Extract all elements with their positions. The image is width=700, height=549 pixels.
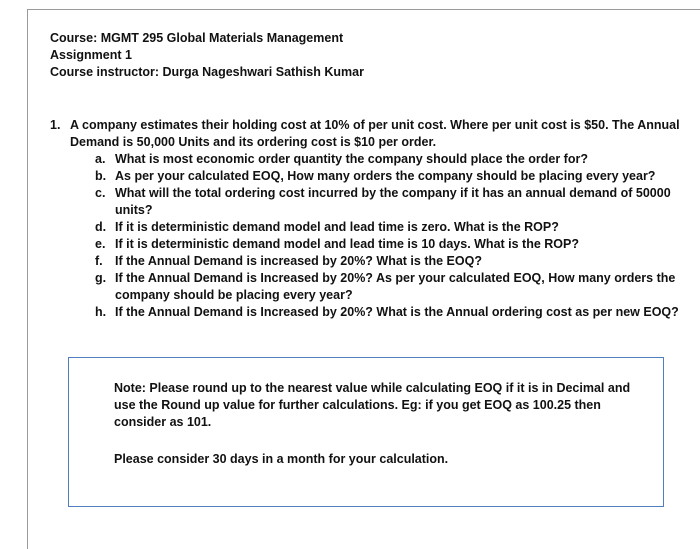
part-label: d.: [95, 220, 107, 234]
question-part: [95, 168, 680, 185]
part-text: As per your calculated EOQ, How many orders the company should be placing every year?: [115, 169, 656, 183]
question-text: A company estimates their holding cost at 10% of per unit cost. Where per unit cost is $50. The Annual Demand is 50,000 Units and its ordering cost is $10 per order.: [70, 118, 680, 149]
part-label: a.: [95, 152, 106, 166]
question-part: [95, 151, 680, 168]
assignment-title: Assignment 1: [50, 48, 132, 62]
question-part: [95, 304, 680, 321]
part-label: h.: [95, 305, 107, 319]
note-days-instruction: Please consider 30 days in a month for your calculation.: [114, 452, 449, 466]
question-part: [95, 219, 680, 236]
part-text: If it is deterministic demand model and lead time is zero. What is the ROP?: [115, 220, 559, 234]
part-text: If the Annual Demand is increased by 20%? What is the EOQ?: [115, 254, 482, 268]
question-part: [95, 270, 680, 304]
question-number: 1.: [50, 118, 61, 132]
part-label: g.: [95, 271, 107, 285]
question-part: [95, 185, 680, 219]
instructor-name: Course instructor: Durga Nageshwari Sathish Kumar: [50, 65, 364, 79]
part-text: If the Annual Demand is Increased by 20%? As per your calculated EOQ, How many orders the company should be placing every year?: [115, 271, 676, 302]
part-text: What will the total ordering cost incurred by the company if it has an annual demand of 50000 units?: [115, 186, 671, 217]
part-text: If it is deterministic demand model and lead time is 10 days. What is the ROP?: [115, 237, 580, 251]
document-header: [50, 30, 364, 81]
part-label: b.: [95, 169, 107, 183]
part-text: What is most economic order quantity the company should place the order for?: [115, 152, 588, 166]
question-part: [95, 253, 680, 270]
part-label: f.: [95, 254, 103, 268]
question-1: [50, 117, 680, 321]
note-box: [68, 357, 664, 507]
part-text: If the Annual Demand is Increased by 20%? What is the Annual ordering cost as per new EOQ?: [115, 305, 679, 319]
part-label: e.: [95, 237, 106, 251]
part-label: c.: [95, 186, 106, 200]
question-part: [95, 236, 680, 253]
note-rounding-instruction: Note: Please round up to the nearest value while calculating EOQ if it is in Decimal and use the Round up value for further calculations. Eg: if you get EOQ as 100.25 then consider as 101.: [114, 381, 631, 429]
question-parts-list: [95, 151, 680, 321]
course-title: Course: MGMT 295 Global Materials Management: [50, 31, 344, 45]
